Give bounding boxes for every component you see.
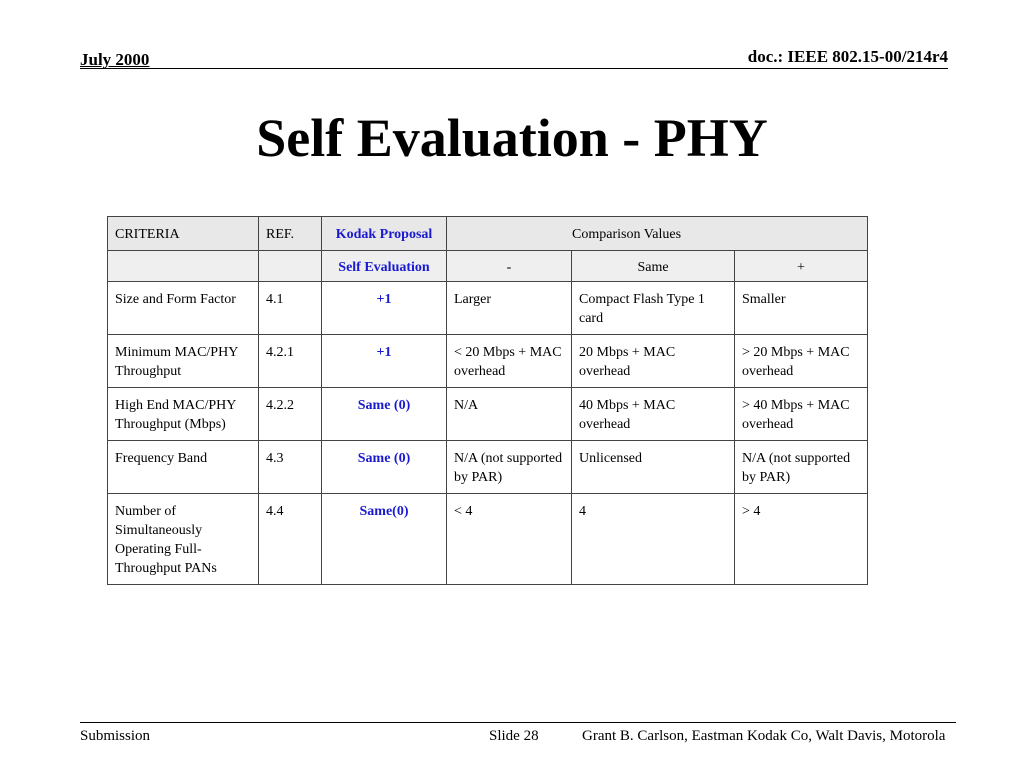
header-proposal: Kodak Proposal bbox=[322, 217, 447, 251]
footer-slide-number: Slide 28 bbox=[489, 728, 539, 744]
table-subheader-row bbox=[108, 251, 868, 282]
row-plus: Smaller bbox=[735, 282, 868, 335]
row-plus: > 20 Mbps + MAC overhead bbox=[735, 335, 868, 388]
subheader-same: Same bbox=[572, 251, 735, 282]
row-score: +1 bbox=[322, 335, 447, 388]
row-minus: < 4 bbox=[447, 494, 572, 585]
header-comparison-values bbox=[447, 217, 868, 251]
footer-submission: Submission bbox=[80, 728, 151, 744]
row-plus: > 4 bbox=[735, 494, 868, 585]
row-criteria: High End MAC/PHY Throughput (Mbps) bbox=[108, 388, 259, 441]
footer-rule bbox=[80, 722, 956, 723]
subheader-blank-criteria bbox=[108, 251, 259, 282]
row-same: 4 bbox=[572, 494, 735, 585]
row-plus: N/A (not supported by PAR) bbox=[735, 441, 868, 494]
table-row bbox=[108, 494, 868, 585]
subheader-minus: - bbox=[447, 251, 572, 282]
evaluation-table bbox=[107, 216, 868, 585]
row-criteria: Size and Form Factor bbox=[108, 282, 259, 335]
row-minus: N/A bbox=[447, 388, 572, 441]
header-criteria: CRITERIA bbox=[108, 217, 259, 251]
row-ref: 4.2.2 bbox=[259, 388, 322, 441]
footer-author: Grant B. Carlson, Eastman Kodak Co, Walt Davis, Motorola bbox=[582, 728, 946, 744]
row-same: Compact Flash Type 1 card bbox=[572, 282, 735, 335]
row-plus: > 40 Mbps + MAC overhead bbox=[735, 388, 868, 441]
row-ref: 4.4 bbox=[259, 494, 322, 585]
header-ref: REF. bbox=[259, 217, 322, 251]
row-criteria: Frequency Band bbox=[108, 441, 259, 494]
row-same: 40 Mbps + MAC overhead bbox=[572, 388, 735, 441]
row-ref: 4.2.1 bbox=[259, 335, 322, 388]
comparison-values-label: Comparison Values bbox=[572, 227, 682, 242]
row-score: Same(0) bbox=[322, 494, 447, 585]
row-ref: 4.1 bbox=[259, 282, 322, 335]
slide-title: Self Evaluation - PHY bbox=[256, 108, 768, 168]
row-ref: 4.3 bbox=[259, 441, 322, 494]
row-minus: N/A (not supported by PAR) bbox=[447, 441, 572, 494]
table-row bbox=[108, 282, 868, 335]
row-score: Same (0) bbox=[322, 441, 447, 494]
subheader-self-evaluation: Self Evaluation bbox=[322, 251, 447, 282]
row-criteria: Number of Simultaneously Operating Full-Throughput PANs bbox=[108, 494, 259, 585]
row-minus: < 20 Mbps + MAC overhead bbox=[447, 335, 572, 388]
row-score: +1 bbox=[322, 282, 447, 335]
subheader-blank-ref bbox=[259, 251, 322, 282]
header-doc-id: doc.: IEEE 802.15-00/214r4 bbox=[747, 47, 948, 66]
subheader-plus: + bbox=[735, 251, 868, 282]
table-row bbox=[108, 335, 868, 388]
row-same: 20 Mbps + MAC overhead bbox=[572, 335, 735, 388]
header-date: July 2000 bbox=[80, 50, 150, 69]
header-rule bbox=[80, 68, 948, 69]
row-same: Unlicensed bbox=[572, 441, 735, 494]
row-minus: Larger bbox=[447, 282, 572, 335]
row-criteria: Minimum MAC/PHY Throughput bbox=[108, 335, 259, 388]
table-row bbox=[108, 388, 868, 441]
row-score: Same (0) bbox=[322, 388, 447, 441]
table-row bbox=[108, 441, 868, 494]
table-header-row bbox=[108, 217, 868, 251]
